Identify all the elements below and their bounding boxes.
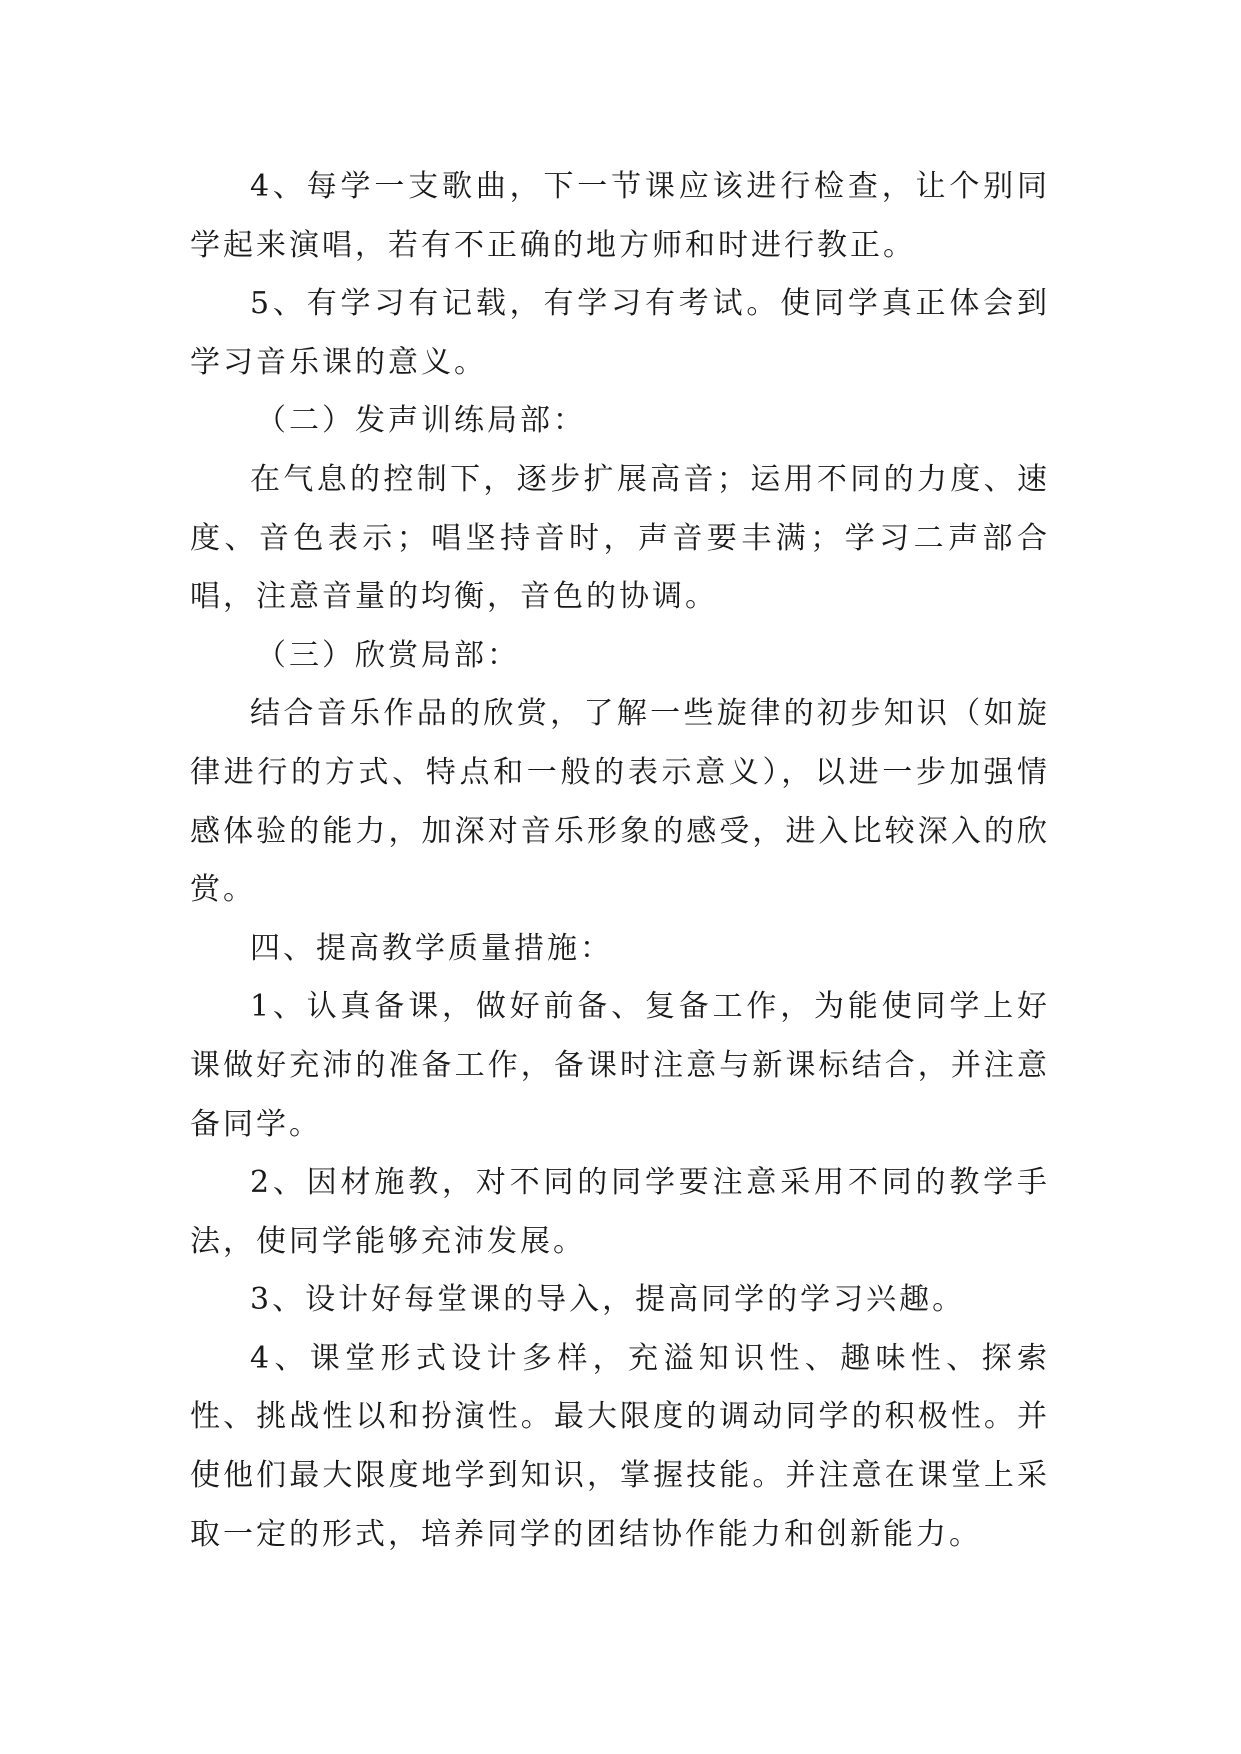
paragraph-measure-2: 2、因材施教，对不同的同学要注意采用不同的教学手法，使同学能够充沛发展。: [190, 1165, 1050, 1259]
paragraph-appreciation: 结合音乐作品的欣赏，了解一些旋律的初步知识（如旋律进行的方式、特点和一般的表示意义），以进一步加强情感体验的能力，加深对音乐形象的感受，进入比较深入的欣赏。: [190, 696, 1050, 908]
section-heading-vocal-training: （二）发声训练局部：: [256, 403, 586, 439]
section-heading-quality-measures: 四、提高教学质量措施：: [250, 930, 613, 966]
paragraph-measure-3: 3、设计好每堂课的导入，提高同学的学习兴趣。: [250, 1282, 966, 1318]
document-body: [190, 158, 1050, 1564]
paragraph-vocal-training: 在气息的控制下，逐步扩展高音；运用不同的力度、速度、音色表示；唱坚持音时，声音要丰满；学习二声部合唱，注意音量的均衡，音色的协调。: [190, 461, 1050, 615]
paragraph-item-5-records-exams: 5、有学习有记载，有学习有考试。使同学真正体会到学习音乐课的意义。: [190, 286, 1050, 380]
paragraph-item-4-song-check: 4、每学一支歌曲，下一节课应该进行检查，让个别同学起来演唱，若有不正确的地方师和时进行教正。: [190, 169, 1050, 263]
paragraph-measure-4: 4、课堂形式设计多样，充溢知识性、趣味性、探索性、挑战性以和扮演性。最大限度的调动同学的积极性。并使他们最大限度地学到知识，掌握技能。并注意在课堂上采取一定的形式，培养同学的团结协作能力和创新能力。: [190, 1340, 1050, 1552]
paragraph-measure-1: 1、认真备课，做好前备、复备工作，为能使同学上好课做好充沛的准备工作，备课时注意与新课标结合，并注意备同学。: [190, 989, 1050, 1142]
section-heading-appreciation: （三）欣赏局部：: [256, 637, 520, 673]
